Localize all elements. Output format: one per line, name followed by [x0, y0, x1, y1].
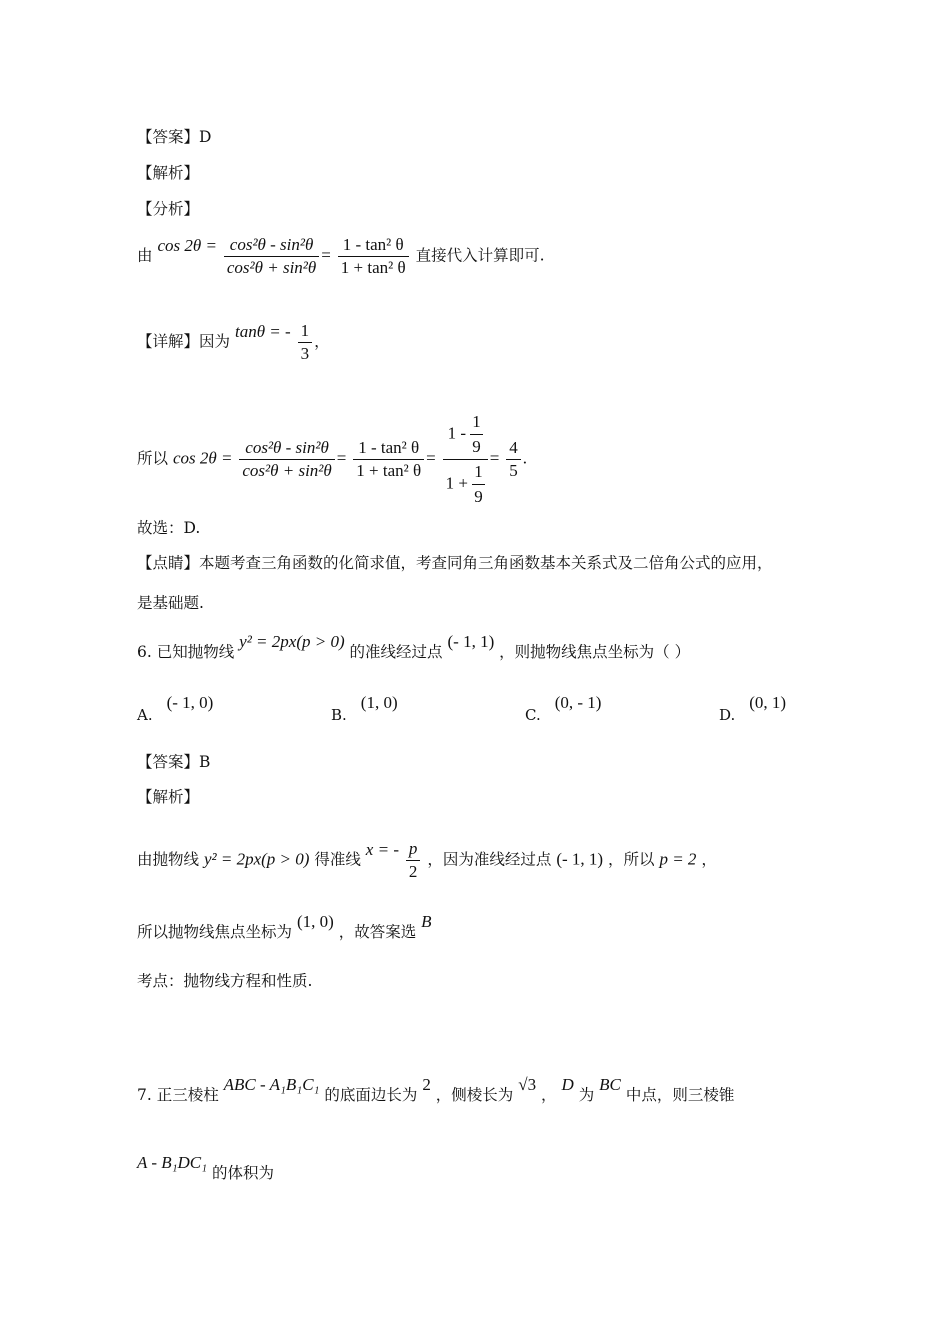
fraction-denominator: cos²θ + sin²θ — [226, 258, 317, 277]
analysis-prefix: 由 — [137, 246, 153, 265]
option-letter: D. — [719, 706, 736, 724]
fraction-denominator: 5 — [509, 461, 518, 480]
q6-suffix: ，则抛物线焦点坐标为（ ） — [499, 643, 691, 661]
answer-tag: 【答案】 — [137, 128, 200, 146]
fraction-tan — [338, 234, 409, 279]
sol-text: ， — [701, 850, 717, 869]
q7-question-line1 — [137, 1075, 735, 1105]
q5-comment-line2: 是基础题. — [137, 594, 204, 612]
fraction-numerator: 1 — [470, 410, 483, 435]
q6-solution-line1 — [137, 838, 717, 883]
q5-choose: 故选：D. — [137, 519, 201, 537]
q6-prefix: 6. 已知抛物线 — [137, 643, 235, 661]
fraction-denominator: cos²θ + sin²θ — [242, 461, 332, 480]
q6-kaodian: 考点：抛物线方程和性质. — [137, 972, 313, 990]
fraction-denominator: 9 — [474, 487, 483, 506]
q7-text: 的体积为 — [212, 1164, 275, 1182]
sol-text: ，故答案选 — [338, 923, 417, 941]
fraction-result — [506, 437, 521, 482]
fraction-numerator: 1 — [472, 460, 485, 485]
nested-numerator-lead: 1 - — [447, 423, 467, 443]
answer-value: B — [199, 753, 211, 771]
cos2theta-lhs: cos 2θ = — [157, 235, 217, 255]
option-value: (- 1, 0) — [166, 693, 214, 712]
q5-jiexi: 【解析】 — [137, 164, 200, 182]
directrix-point: (- 1, 1) — [447, 632, 495, 651]
q7-text: 为 — [578, 1086, 595, 1104]
detail-text: 因为 — [199, 332, 231, 351]
fraction-denominator: 2 — [408, 862, 418, 881]
directrix-eq: x = - — [365, 839, 399, 859]
fraction-tan — [353, 437, 424, 482]
nested-denominator — [443, 460, 488, 509]
option-letter: B. — [331, 706, 347, 724]
q6-answer-line — [137, 752, 210, 772]
fraction-numerator: p — [406, 838, 421, 861]
option-letter: C. — [525, 706, 541, 724]
q5-fenxi: 【分析】 — [137, 200, 200, 218]
fraction-denominator: 9 — [472, 437, 481, 456]
detail-tag: 【详解】 — [137, 332, 200, 351]
option-a[interactable] — [137, 693, 214, 725]
q7-text: ， — [541, 1086, 557, 1104]
option-letter: A. — [137, 706, 153, 724]
parabola-equation: y² = 2px(p > 0) — [239, 632, 345, 651]
option-b[interactable] — [331, 693, 398, 725]
answer-tag: 【答案】 — [137, 753, 200, 771]
sol-text: ，因为准线经过点 — [427, 850, 552, 869]
q6-mid: 的准线经过点 — [349, 643, 443, 661]
fraction-numerator: 1 - tan² θ — [338, 234, 409, 257]
small-fraction — [470, 410, 483, 459]
q5-comment-line1: 【点睛】本题考查三角函数的化简求值，考查同角三角函数基本关系式及二倍角公式的应用， — [137, 554, 773, 572]
fraction-denominator: 1 + tan² θ — [356, 461, 422, 480]
focus-point: (1, 0) — [296, 912, 334, 931]
fraction-numerator: 4 — [506, 437, 521, 460]
sol-text: 得准线 — [314, 850, 361, 869]
lateral-edge-length: √3 — [518, 1075, 537, 1094]
q7-text: 中点，则三棱锥 — [625, 1086, 735, 1104]
small-fraction — [472, 460, 485, 509]
base-side-length: 2 — [422, 1075, 431, 1094]
option-value: (0, - 1) — [554, 693, 602, 712]
tan-theta-eq: tanθ = - — [234, 321, 291, 341]
fraction-p-half — [406, 838, 421, 883]
period: . — [522, 448, 528, 468]
fraction-numerator: 1 - tan² θ — [353, 437, 424, 460]
nested-numerator — [443, 410, 488, 460]
punctuation: ， — [314, 332, 330, 351]
fraction-denominator: 3 — [300, 344, 310, 363]
option-c[interactable] — [525, 693, 602, 725]
fraction-numerator: cos²θ - sin²θ — [239, 437, 334, 460]
q5-answer-line — [137, 127, 211, 147]
q7-prefix: 7. 正三棱柱 — [137, 1086, 219, 1104]
answer-value: D — [199, 128, 212, 146]
fraction-numerator: 1 — [298, 320, 313, 343]
q5-analysis-line: 由 cos 2θ = $\frac{\text{cos²θ - sin²θ}}{\text{cos²θ + sin²θ}}$ = $\frac{\text{1 - tan² θ}}{\text{1 + tan² θ}}$ 直接代入计算即可. — [137, 235, 545, 277]
cos2theta-lhs: cos 2θ = — [172, 448, 233, 468]
option-value: (1, 0) — [360, 693, 398, 712]
q7-text: ，侧棱长为 — [435, 1086, 514, 1104]
fraction-numerator: cos²θ - sin²θ — [224, 234, 319, 257]
q5-detail-line — [137, 320, 330, 365]
fraction-sin-cos — [239, 437, 334, 482]
segment-bc: BC — [599, 1075, 621, 1094]
q7-question-line2 — [137, 1153, 275, 1183]
parabola-equation: y² = 2px(p > 0) — [203, 849, 310, 869]
directrix-point: (- 1, 1) — [556, 849, 604, 869]
fraction-nested — [443, 410, 488, 509]
option-d[interactable] — [719, 693, 787, 725]
q6-jiexi: 【解析】 — [137, 788, 200, 806]
q6-question — [137, 632, 691, 662]
calc-prefix: 所以 — [137, 449, 169, 468]
q7-text: 的底面边长为 — [324, 1086, 418, 1104]
answer-letter: B — [421, 912, 432, 931]
fraction-sin-cos — [224, 234, 319, 279]
pyramid-name: A - B₁DC₁ — [137, 1153, 208, 1172]
fraction-one-third — [298, 320, 313, 365]
sol-text: ，所以 — [607, 850, 655, 869]
nested-denominator-lead: 1 + — [445, 473, 469, 493]
q6-solution-line2 — [137, 912, 432, 942]
q5-calc-line: 所以 cos 2θ = $\frac{\text{cos²θ - sin²θ}}{\text{cos²θ + sin²θ}}$ = $\frac{\text{1 - tan² θ}}{\text{1 + tan² θ}}$ = 1 - $\frac{1}{9}$ 1 + $\frac{1}{9}$ = $\frac{4}{5}$ . — [137, 410, 527, 509]
sol-prefix: 所以抛物线焦点坐标为 — [137, 923, 293, 941]
analysis-suffix: 直接代入计算即可. — [415, 246, 545, 265]
fraction-denominator: 1 + tan² θ — [340, 258, 406, 277]
p-value: p = 2 — [659, 849, 697, 869]
prism-name: ABC - A₁B₁C₁ — [223, 1075, 320, 1094]
sol-prefix: 由抛物线 — [137, 850, 200, 869]
option-value: (0, 1) — [749, 693, 787, 712]
point-d: D — [561, 1075, 574, 1094]
